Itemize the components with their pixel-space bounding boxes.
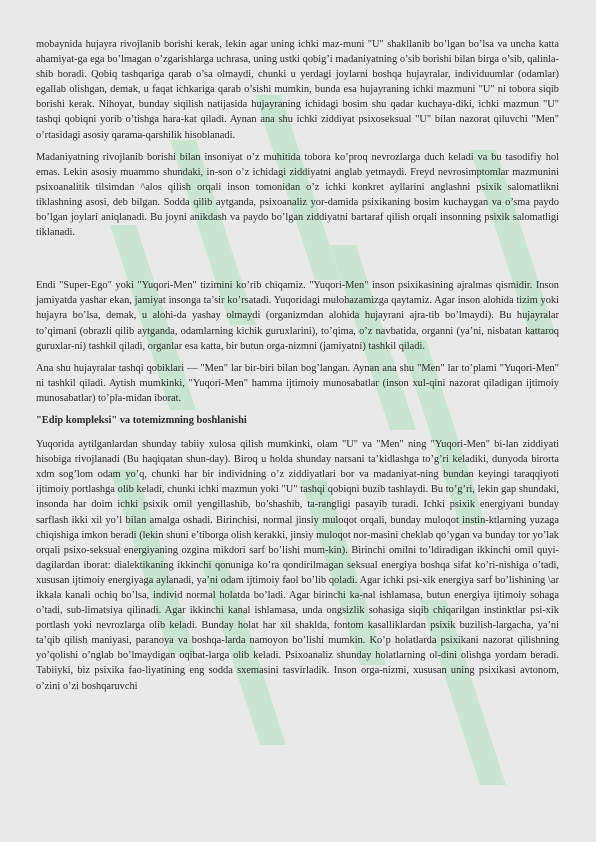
paragraph: mobaynida hujayra rivojlanib borishi kerak, lekin agar uning ichki maz-muni "U" shakllanib bo’lgan bo’lsa va uncha katta ahamiyat-ga ega bo’lmagan o’zgarishlarga uchrasa, uning ustki qobig’i madaniyatning o’sib borishi bilan birga o’sib, qalinla-shib boradi. Qobiq tashqariga qarab o’sa olmaydi, chunki u yerdagi joylarni boshqa hujayralar, individuumlar (odamlar) egallab olishgan, demak, u faqat ichkariga qarab o’sishi mumkin, bunda esa hujayraning ichki mazmuni "U" ni tobora siqib borishi kerak. Nihoyat, bunday siqilish natijasida hujayraning ichidagi bosim shu qadar kuchaya-diki, ichki mazmun "U" tashqi qobiqni yorib o’tishga hara-kat qiladi. Aynan ana shu ichki ziddiyat psixoseksual "U" bilan nazorat qiluvchi "Men" o’rtasidagi asosiy qarama-qarshilik hisoblanadi. xyxy=(36,39,559,141)
paragraph: Ana shu hujayralar tashqi qobiklari — "Men" lar bir-biri bilan bog’langan. Aynan ana shu "Men" lar to’plami "Yuqori-Men" ni tashkil qiladi. Aytish mumkinki, "Yuqori-Men" hamma ijtimoiy munosabatlar (inson xul-qini nazorat qiladigan ijtimoiy munosabatlar) to’pla-midan iborat. xyxy=(36,362,559,404)
paragraph: Endi "Super-Ego" yoki "Yuqori-Men" tizimini ko’rib chiqamiz. "Yuqori-Men" inson psixikasining ajralmas qismidir. Inson jamiyatda yashar ekan, jamiyat insonga ta’sir ko’rsatadi. Yuqoridagi mulohazamizga qaytamiz. Agar inson alohida tizim yoki hujayra bo’lsa, demak, u alohi-da yashay olmaydi (organizmdan alohida hujayrani ajra-tib bo’lmaydi). Bu hujayralar to’qimani (obrazli qilib aytganda, odamlarning kichik guruxlarini), to’qima, o’z navbatida, organni (ya’ni, nisbatan kattaroq guruxlar-ni) tashkil qiladi, organlar esa katta, bir butun orga-nizmni (jamiyatni) tashkil qiladi. xyxy=(36,280,559,352)
section-heading: "Edip kompleksi" va totemizmning boshlanishi xyxy=(36,414,247,426)
paragraph: Madaniyatning rivojlanib borishi bilan insoniyat o’z muhitida tobora ko’proq nevrozlarga duch keladi va bu tasodifiy hol emas. Lekin asosiy muammo shundaki, in-son o’z ichidagi ziddiyatni anglab yetmaydi. Freyd nevrosimptomlar mazmunini psixoanalitik tilsimdan ^alos qilish orqali inson tomonidan o’z ichki konkret ayllarini anglashni psixik salomatlikni tiklashning asosi, deb bilgan. Sodda qilib aytganda, psixoanaliz yor-damida psixikaning bosim kuchaygan va o’sma paydo bo’lgan joylari aniqlanadi. Bu joyni anikdash va paydo bo’lgan ziddiyatni bartaraf qilish orqali insonning psixik salomatligi tiklanadi. xyxy=(36,151,559,239)
document-body xyxy=(36,37,559,701)
paragraph: Yuqorida aytilganlardan shunday tabiiy xulosa qilish mumkinki, olam "U" va "Men" ning "Yuqori-Men" bi-lan ziddiyati hisobiga rivojlanadi (Bu haqiqatan shun-day). Biroq u holda shunday narsani ta’kidlashga to’g’ri keladiki, dunyoda birorta xdm sog’lom odam yo’q, chunki har bir individning o’z ziddiyatlari bor va madaniyat-ning bundan keyingi taraqqiyoti ijtimoiy portlashga olib keladi, chunki ichki mazmun yoki "U" tashqi qobiqni buzib tashlaydi. Bu to’g’ri, lekin gap shundaki, insonda har doim ichki psixik omil yengillashib, bo’shashib, ta-rangligi pasayib turadi. Ichki psixik energiyani bunday sarflash ikki xil yo’l bilan amalga oshadi. Birinchisi, normal jinsiy muloqot orqali, bunday muloqot instin-ktlarning yuzaga chiqishiga imkon beradi (lekin shuni e’tiborga olish kerakki, jinsiy muloqot nor-masini cheklab qo’ygan va bunday tor yo’lak orqali psixo-seksual energiyaning ozgina mikdori sarf bo’lishi mum-kin). Birinchi omilni to’ldiradigan ikkinchi omil quyi-dagilardan iborat: dialektikaning ikkinchi qonuniga ko’ra qondirilmagan seksual energiya boshqa sifat ko’ri-nishiga o’tadi, xususan ijtimoiy energiyaga aylanadi, ya’ni odam ijtimoiy faol bo’lib qoladi. Agar ichki psi-xik energiya sarf bo’lishining \ar ikkala kanali ochiq bo’lsa, individ normal holatda bo’ladi. Agar birinchi ka-nal ishlamasa, butun energiya ijtimoiy sohaga o’tadi, sub-limatsiya qilinadi. Agar ikkinchi kanal ishlamasa, unda ongsizlik sohasiga siqib chiqarilgan instinktlar psi-xik portlash yoki nevrozlarga olib keladi. Bunday holat har xil shaklda, fontom kasalliklardan psixik buzilish-largacha, ya’ni ta’qib qilish maniyasi, paranoya va boshqa-larda namoyon bo’lishi mumkin. Ko’p holatlarda psixikani nazorat qilishning yo’qolishi o’nglab bo’lmaydigan oqibat-larga olib keladi. Psixoanaliz shunday holatlarning ol-dini olishga yordam beradi. Tabiiyki, biz psixika fao-liyatining eng sodda sxemasini tasvirladik. Inson orga-nizmi, xususan uning psixikasi avtonom, o’zini o’zi boshqaruvchi xyxy=(36,439,559,692)
